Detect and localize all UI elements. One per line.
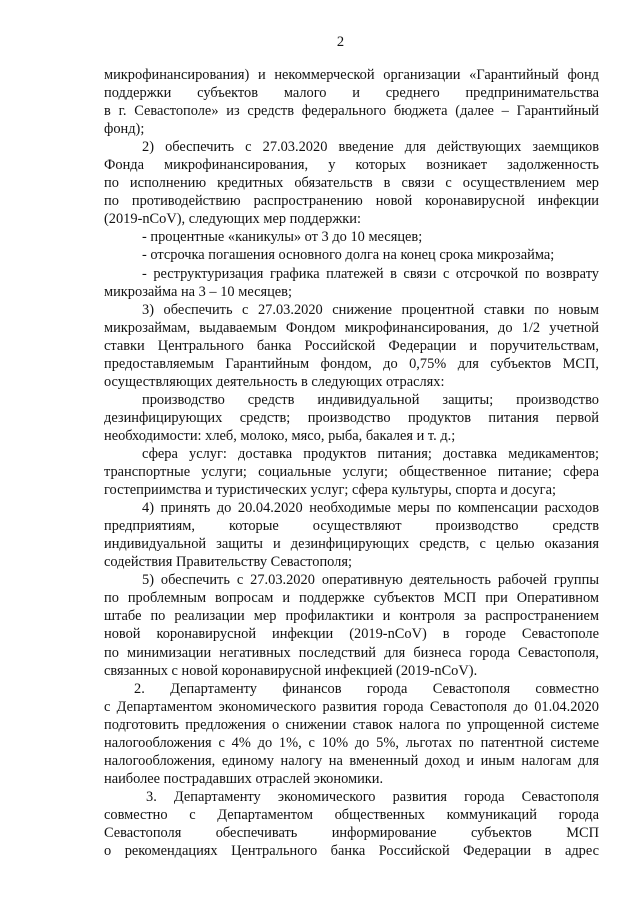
text-line: - отсрочка погашения основного долга на конец срока микрозайма; xyxy=(142,247,555,264)
text-line: по проблемным вопросам и поддержке субъектов МСП при Оперативном xyxy=(104,590,599,607)
text-line: фонд); xyxy=(104,121,145,138)
text-line: Фонда микрофинансирования, у которых возникает задолженность xyxy=(104,157,599,174)
text-line: ставки Центрального банка Российской Федерации и поручительствам, xyxy=(104,337,599,354)
text-line: о рекомендациях Центрального банка Российской Федерации в адрес xyxy=(104,843,599,860)
text-line: 2. Департаменту финансов города Севастополя совместно xyxy=(134,680,599,697)
text-line: штабе по реализации мер профилактики и контроля за распространением xyxy=(104,608,599,625)
text-line: наиболее пострадавших отраслей экономики. xyxy=(104,770,384,787)
page-number: 2 xyxy=(336,34,345,50)
text-line: в г. Севастополе» из средств федерального бюджета (далее – Гарантийный xyxy=(104,103,599,120)
text-line: 3. Департаменту экономического развития города Севастополя xyxy=(146,788,599,805)
text-line: подготовить предложения о снижении ставок налога по упрощенной системе xyxy=(104,716,599,733)
text-line: предоставляемым Гарантийным фондом, до 0,75% для субъектов МСП, xyxy=(104,355,599,372)
text-line: содействия Правительству Севастополя; xyxy=(104,554,352,571)
text-line: микрофинансирования) и некоммерческой организации «Гарантийный фонд xyxy=(104,67,599,83)
text-line: налогообложения, единому налогу на вмененный доход и иным налогам для xyxy=(104,752,599,769)
document-body xyxy=(104,66,599,860)
text-line: 5) обеспечить с 27.03.2020 оперативную деятельность рабочей группы xyxy=(142,572,599,589)
text-line: новой коронавирусной инфекции (2019-nCoV) в городе Севастополе xyxy=(104,626,599,643)
text-line: - реструктуризация графика платежей в связи с отсрочкой по возврату xyxy=(142,265,599,282)
text-line: микрозайма на 3 – 10 месяцев; xyxy=(104,283,292,300)
text-line: связанных с новой коронавирусной инфекцией (2019-nCoV). xyxy=(104,662,478,679)
text-line: 4) принять до 20.04.2020 необходимые меры по компенсации расходов xyxy=(142,500,599,517)
text-line: Севастополя обеспечивать информирование субъектов МСП xyxy=(104,824,599,841)
text-line: 3) обеспечить с 27.03.2020 снижение процентной ставки по новым xyxy=(142,301,599,318)
text-line: производство средств индивидуальной защиты; производство xyxy=(142,391,599,408)
text-line: сфера услуг: доставка продуктов питания; доставка медикаментов; xyxy=(142,445,599,462)
text-line: по минимизации негативных последствий для бизнеса города Севастополя, xyxy=(104,644,599,661)
text-line: - процентные «каникулы» от 3 до 10 месяцев; xyxy=(142,229,423,246)
text-line: налогообложения с 4% до 1%, с 10% до 5%, льготах по патентной системе xyxy=(104,734,599,751)
text-line: 2) обеспечить с 27.03.2020 введение для действующих заемщиков xyxy=(142,139,599,156)
text-line: осуществляющих деятельность в следующих отраслях: xyxy=(104,373,445,390)
text-line: по исполнению кредитных обязательств в связи с осуществлением мер xyxy=(104,175,599,192)
text-line: гостеприимства и туристических услуг; сфера культуры, спорта и досуга; xyxy=(104,482,556,499)
text-line: предприятиям, которые осуществляют производство средств xyxy=(104,518,599,535)
text-line: совместно с Департаментом общественных коммуникаций города xyxy=(104,806,599,823)
text-line: поддержки субъектов малого и среднего предпринимательства xyxy=(104,85,599,102)
text-line: дезинфицирующих средств; производство продуктов питания первой xyxy=(104,409,599,426)
text-line: с Департаментом экономического развития города Севастополя до 01.04.2020 xyxy=(104,698,599,715)
text-line: необходимости: хлеб, молоко, мясо, рыба, бакалея и т. д.; xyxy=(104,427,456,444)
text-line: микрозаймам, выдаваемым Фондом микрофинансирования, до 1/2 учетной xyxy=(104,319,599,336)
text-line: (2019-nCoV), следующих мер поддержки: xyxy=(104,211,361,228)
text-line: индивидуальной защиты и дезинфицирующих средств, с целью оказания xyxy=(104,536,599,553)
text-line: по противодействию распространению новой коронавирусной инфекции xyxy=(104,193,599,210)
text-line: транспортные услуги; социальные услуги; общественное питание; сфера xyxy=(104,464,599,481)
